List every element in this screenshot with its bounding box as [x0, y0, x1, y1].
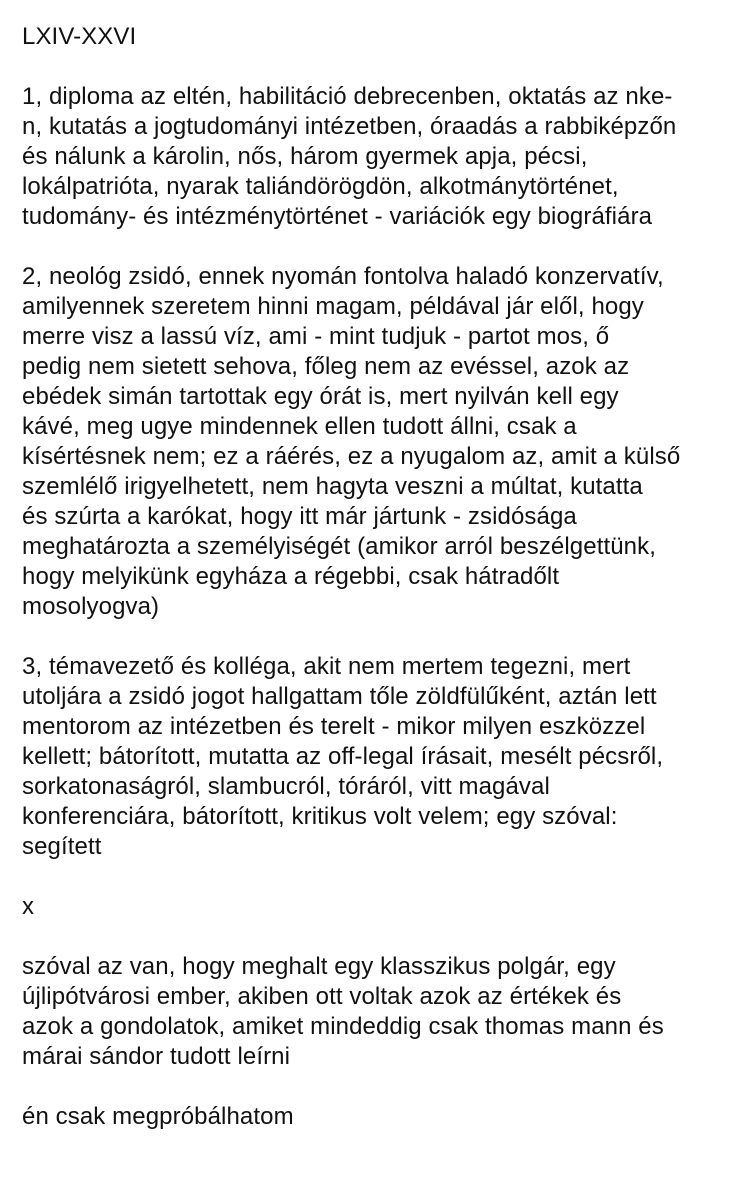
- paragraph-spacer: [22, 1072, 734, 1102]
- note-title: LXIV-XXVI: [22, 23, 137, 50]
- paragraph-spacer: [22, 922, 734, 952]
- paragraph-spacer: [22, 52, 734, 82]
- paragraph-3: 3, témavezető és kolléga, akit nem mertem tegezni, mert utoljára a zsidó jogot hallgattam tőle zöldfülűként, aztán lett mentorom az intézetben és terelt - mikor milyen eszközzel kellett; bátorított, mutatta az off-legal írásait, mesélt pécsről, sorkatonaságról, slambucról, tóráról, vitt magával konferenciára, bátorított, kritikus volt velem; egy szóval: segített: [22, 653, 664, 860]
- note-body: [22, 22, 734, 1132]
- closing-line: én csak megpróbálhatom: [22, 1103, 294, 1130]
- paragraph-spacer: [22, 622, 734, 652]
- paragraph-2: 2, neológ zsidó, ennek nyomán fontolva haladó konzervatív, amilyennek szeretem hinni magam, példával jár elől, hogy merre visz a lassú víz, ami - mint tudjuk - partot mos, ő pedig nem sietett sehova, főleg nem az evéssel, azok az ebédek simán tartottak egy órát is, mert nyilván kell egy kávé, meg ugye mindennek ellen tudott állni, csak a kísértésnek nem; ez a ráérés, ez a nyugalom az, amit a külső szemlélő irigyelhetett, nem hagyta veszni a múltat, kutatta és szúrta a karókat, hogy itt már jártunk - zsidósága meghatározta a személyiségét (amikor arról beszélgettünk, hogy melyikünk egyháza a régebbi, csak hátradőlt mosolyogva): [22, 263, 681, 620]
- paragraph-spacer: [22, 862, 734, 892]
- paragraph-spacer: [22, 232, 734, 262]
- paragraph-1: 1, diploma az eltén, habilitáció debrecenben, oktatás az nke- n, kutatás a jogtudományi intézetben, óraadás a rabbiképzőn és nálunk a károlin, nős, három gyermek apja, pécsi, lokálpatrióta, nyarak taliándörögdön, alkotmánytörténet, tudomány- és intézménytörténet - variációk egy biográfiára: [22, 83, 677, 230]
- paragraph-4: szóval az van, hogy meghalt egy klasszikus polgár, egy újlipótvárosi ember, akiben ott voltak azok az értékek és azok a gondolatok, amiket mindeddig csak thomas mann és márai sándor tudott leírni: [22, 953, 664, 1070]
- section-divider-x: x: [22, 893, 35, 920]
